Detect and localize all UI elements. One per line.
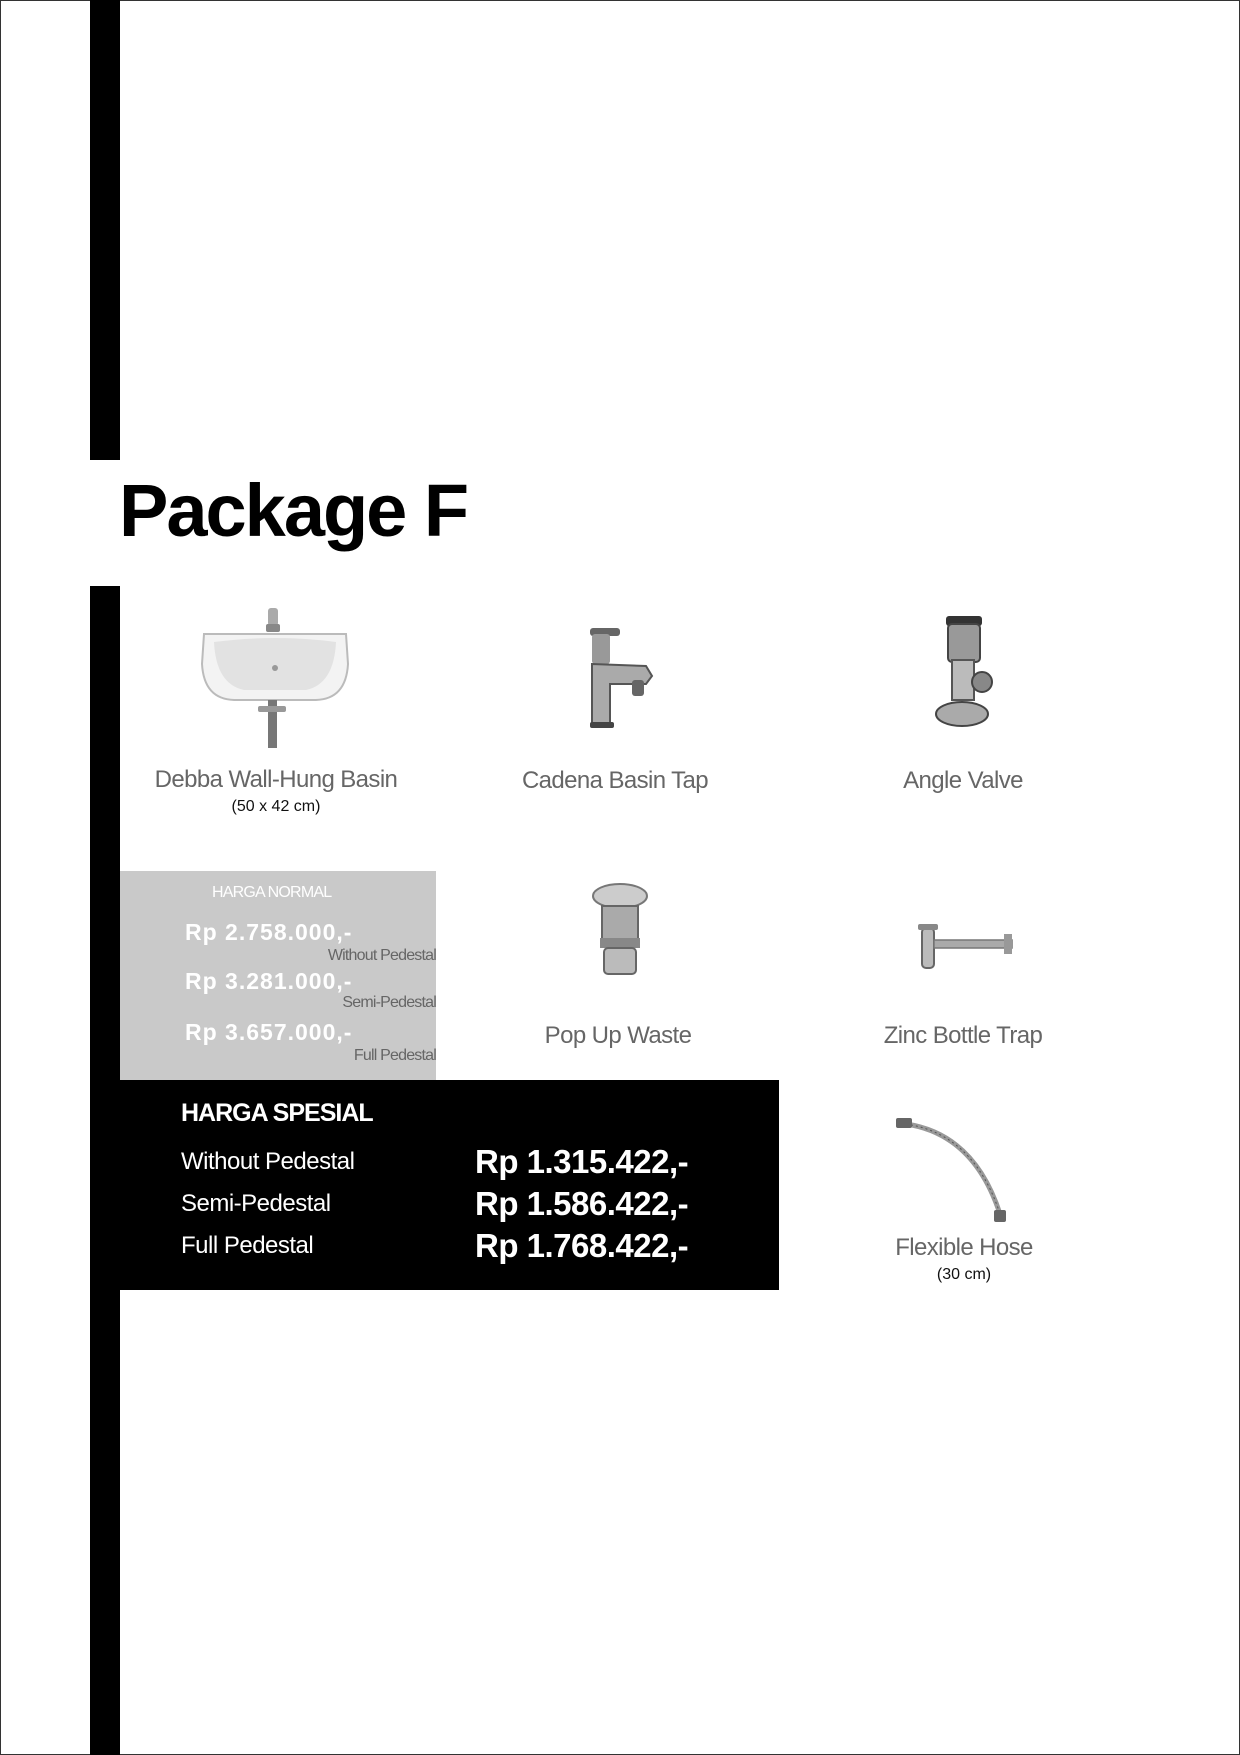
product-debba-basin xyxy=(136,766,416,816)
product-name: Angle Valve xyxy=(903,767,1023,794)
product-size: (50 x 42 cm) xyxy=(231,798,321,815)
special-price-type: Without Pedestal xyxy=(181,1148,355,1175)
product-name: Pop Up Waste xyxy=(544,1022,692,1049)
special-price: Rp 1.586.422,- xyxy=(475,1185,689,1222)
harga-spesial-label: HARGA SPESIAL xyxy=(181,1099,373,1127)
normal-price: Rp 3.281.000,- xyxy=(185,968,353,994)
page-title: Package F xyxy=(119,469,468,552)
normal-price-type: Semi-Pedestal xyxy=(342,994,436,1011)
normal-price: Rp 2.758.000,- xyxy=(185,919,353,945)
product-bottle-trap xyxy=(823,1022,1103,1050)
special-price-type: Semi-Pedestal xyxy=(181,1190,331,1217)
product-name: Debba Wall-Hung Basin xyxy=(154,766,398,793)
product-angle-valve xyxy=(823,767,1103,795)
special-price: Rp 1.315.422,- xyxy=(475,1143,689,1180)
decorative-bar-top xyxy=(90,0,120,460)
product-pop-up-waste xyxy=(478,1022,758,1050)
special-price-type: Full Pedestal xyxy=(181,1232,314,1259)
product-name: Flexible Hose xyxy=(895,1234,1033,1261)
special-price: Rp 1.768.422,- xyxy=(475,1227,689,1264)
harga-normal-label: HARGA NORMAL xyxy=(212,884,332,901)
bottle-trap-icon xyxy=(916,924,1018,974)
product-name: Zinc Bottle Trap xyxy=(883,1022,1043,1049)
normal-price-type: Without Pedestal xyxy=(327,947,436,964)
product-flexible-hose xyxy=(824,1234,1104,1284)
decorative-bar-bottom xyxy=(90,586,120,1755)
pop-up-waste-icon xyxy=(590,882,650,978)
harga-spesial-panel xyxy=(120,1080,779,1290)
flexible-hose-icon xyxy=(896,1114,1012,1224)
product-size: (30 cm) xyxy=(936,1266,992,1283)
normal-price: Rp 3.657.000,- xyxy=(185,1019,353,1045)
normal-price-type: Full Pedestal xyxy=(353,1047,436,1064)
harga-normal-panel xyxy=(120,871,436,1080)
product-cadena-tap xyxy=(475,767,755,795)
tap-icon xyxy=(576,624,662,730)
product-name: Cadena Basin Tap xyxy=(521,767,709,794)
angle-valve-icon xyxy=(932,614,996,734)
basin-icon xyxy=(196,604,356,752)
